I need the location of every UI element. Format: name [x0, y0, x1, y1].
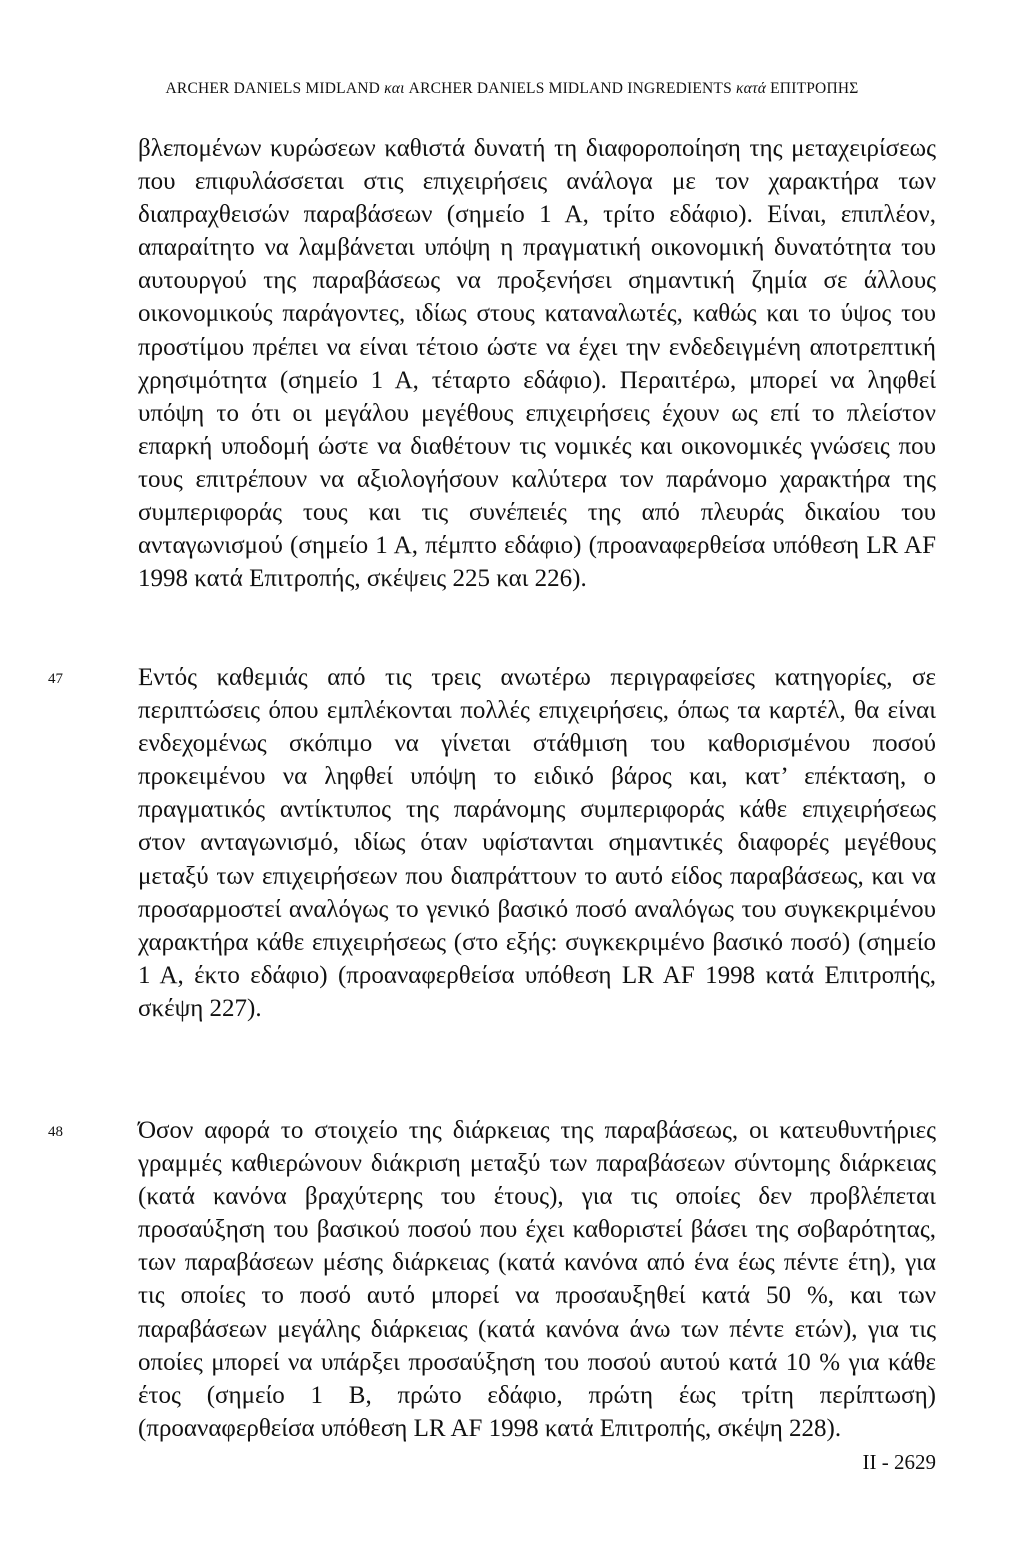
page-number: II - 2629 [862, 1450, 936, 1474]
header-opponent: ΕΠΙΤΡΟΠΗΣ [770, 80, 859, 97]
paragraph-number-48: 48 [48, 1124, 63, 1140]
running-header [0, 80, 1024, 98]
paragraph-47: Εντός καθεμιάς από τις τρεις ανωτέρω περιγραφείσες κατηγορίες, σε περιπτώσεις όπου εμπλέκονται πολλές επιχειρήσεις, όπως τα καρτέλ, θα είναι ενδεχομένως σκόπιμο να γίνεται στάθμιση του καθορισμένου ποσού προκειμένου να ληφθεί υπόψη το ειδικό βάρος και, κατ’ επέκταση, ο πραγματικός αντίκτυπος της παράνομης συμπεριφοράς κάθε επιχειρήσεως στον ανταγωνισμό, ιδίως όταν υφίστανται σημαντικές διαφορές μεγέθους μεταξύ των επιχειρήσεων που διαπράττουν το αυτό είδος παραβάσεως, και να προσαρμοστεί αναλόγως το γενικό βασικό ποσό αναλόγως του συγκεκριμένου χαρακτήρα κάθε επιχειρήσεως (στο εξής: συγκεκριμένο βασικό ποσό) (σημείο 1 Α, έκτο εδάφιο) (προαναφερθείσα υπόθεση LR AF 1998 κατά Επιτροπής, σκέψη 227). [138, 664, 936, 1022]
paragraph-number-47: 47 [48, 671, 63, 687]
header-conjunction: και [384, 80, 405, 97]
header-company-2: ARCHER DANIELS MIDLAND INGREDIENTS [408, 80, 732, 97]
header-company-1: ARCHER DANIELS MIDLAND [165, 80, 381, 97]
header-versus: κατά [736, 80, 767, 97]
paragraph-continuation: βλεπομένων κυρώσεων καθιστά δυνατή τη διαφοροποίηση της μεταχειρίσεως που επιφυλάσσεται στις επιχειρήσεις ανάλογα με τον χαρακτήρα των διαπραχθεισών παραβάσεων (σημείο 1 Α, τρίτο εδάφιο). Είναι, επιπλέον, απαραίτητο να λαμβάνεται υπόψη η πραγματική οικονομική δυνατότητα του αυτουργού της παραβάσεως να προξενήσει σημαντική ζημία σε άλλους οικονομικούς παράγοντες, ιδίως στους καταναλωτές, καθώς και το ύψος του προστίμου πρέπει να είναι τέτοιο ώστε να έχει την ενδεδειγμένη αποτρεπτική χρησιμότητα (σημείο 1 Α, τέταρτο εδάφιο). Περαιτέρω, μπορεί να ληφθεί υπόψη το ότι οι μεγάλου μεγέθους επιχειρήσεις έχουν ως επί το πλείστον επαρκή υποδομή ώστε να διαθέτουν τις νομικές και οικονομικές γνώσεις που τους επιτρέπουν να αξιολογήσουν καλύτερα τον παράνομο χαρακτήρα της συμπεριφοράς τους και τις συνέπειές της από πλευράς δικαίου του ανταγωνισμού (σημείο 1 Α, πέμπτο εδάφιο) (προαναφερθείσα υπόθεση LR AF 1998 κατά Επιτροπής, σκέψεις 225 και 226). [138, 135, 936, 593]
paragraph-48: Όσον αφορά το στοιχείο της διάρκειας της παραβάσεως, οι κατευθυντήριες γραμμές καθιερώνουν διάκριση μεταξύ των παραβάσεων σύντομης διάρκειας (κατά κανόνα βραχύτερης του έτους), για τις οποίες δεν προβλέπεται προσαύξηση του βασικού ποσού που έχει καθοριστεί βάσει της σοβαρότητας, των παραβάσεων μέσης διάρκειας (κατά κανόνα από ένα έως πέντε έτη), για τις οποίες το ποσό αυτό μπορεί να προσαυξηθεί κατά 50 %, και των παραβάσεων μεγάλης διάρκειας (κατά κανόνα άνω των πέντε ετών), για τις οποίες μπορεί να υπάρξει προσαύξηση του ποσού αυτού κατά 10 % για κάθε έτος (σημείο 1 Β, πρώτο εδάφιο, πρώτη έως τρίτη περίπτωση) (προαναφερθείσα υπόθεση LR AF 1998 κατά Επιτροπής, σκέψη 228). [138, 1117, 936, 1442]
